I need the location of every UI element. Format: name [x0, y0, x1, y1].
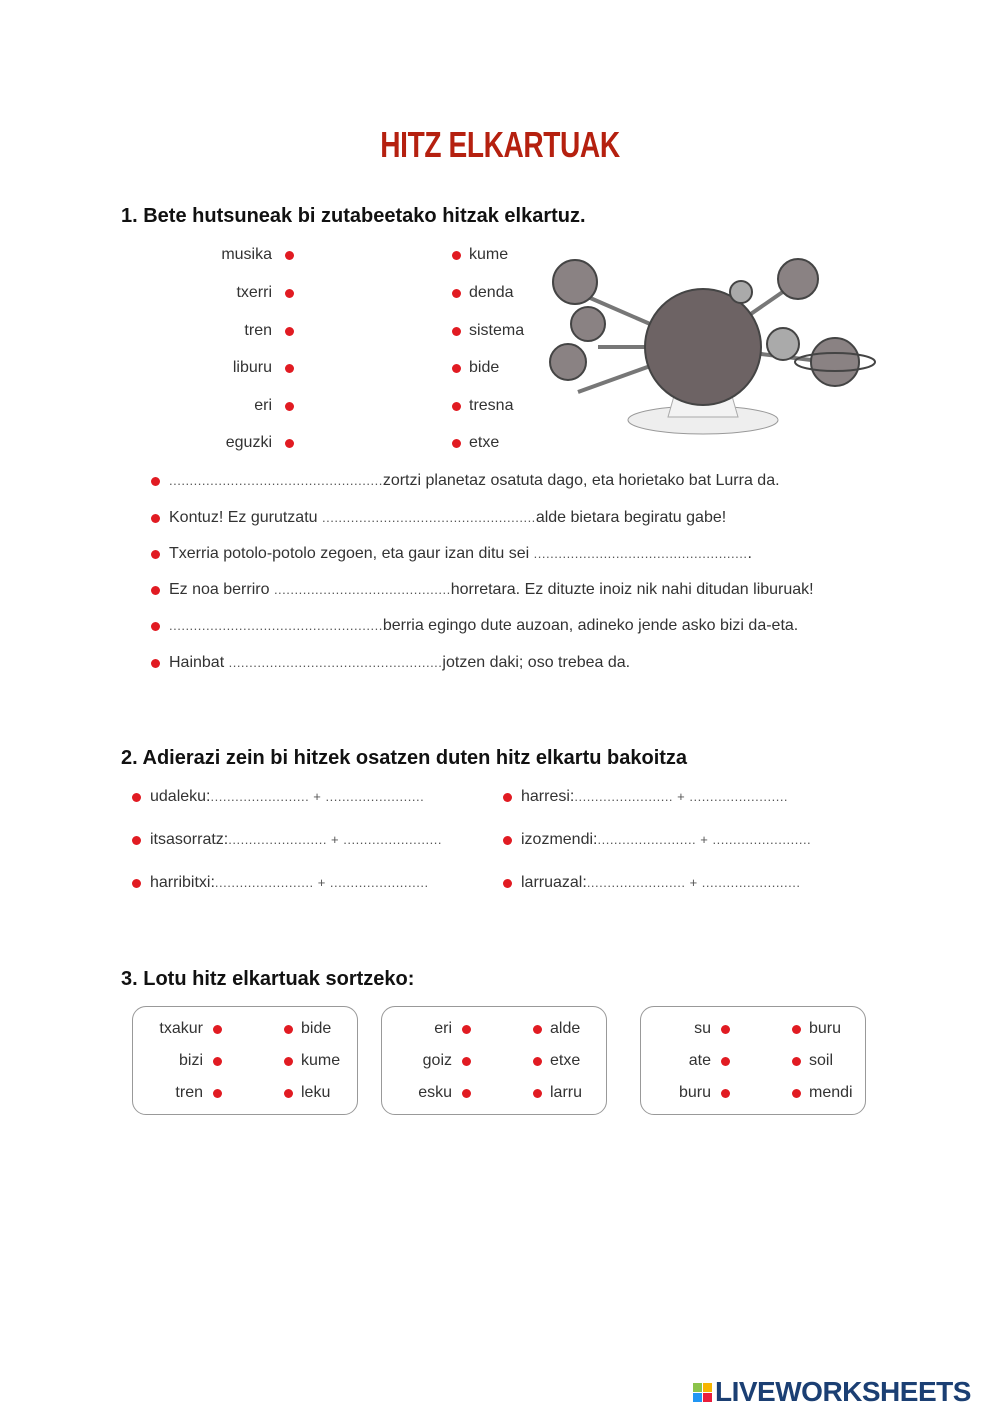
left-word: eri	[254, 397, 272, 414]
bullet-icon	[151, 659, 160, 668]
left-match-dot[interactable]	[213, 1057, 222, 1066]
right-word: mendi	[809, 1084, 853, 1101]
left-word: txerri	[236, 284, 272, 301]
right-word: soil	[809, 1052, 834, 1069]
left-word: esku	[418, 1084, 452, 1101]
right-match-dot[interactable]	[452, 251, 461, 260]
compound-word: itsasorratz:	[150, 831, 229, 848]
left-match-dot[interactable]	[285, 439, 294, 448]
answer-blank[interactable]: ....................................................	[169, 473, 383, 488]
compound-word: larruazal:	[521, 874, 587, 891]
sentence-suffix: zortzi planetaz osatuta dago, eta horietako bat Lurra da.	[382, 472, 780, 489]
sentence-prefix: Hainbat	[169, 654, 229, 671]
answer-blank[interactable]: ........................ + ........................	[228, 832, 442, 847]
left-match-dot[interactable]	[462, 1057, 471, 1066]
sentence	[169, 580, 814, 600]
sentence-suffix: .	[747, 545, 752, 562]
right-word: kume	[469, 246, 509, 263]
page-title: HITZ ELKARTUAK	[380, 124, 620, 165]
left-word: eguzki	[225, 434, 272, 451]
compound-item	[521, 873, 801, 893]
answer-blank[interactable]: ........................ + ........................	[574, 789, 789, 804]
answer-blank[interactable]: ...........................................	[273, 582, 451, 597]
compound-word: harresi:	[521, 788, 575, 805]
left-match-dot[interactable]	[721, 1089, 730, 1098]
left-word: ate	[688, 1052, 711, 1069]
left-match-dot[interactable]	[462, 1089, 471, 1098]
right-word: bide	[469, 359, 500, 376]
sentence-suffix: alde bietara begiratu gabe!	[535, 509, 727, 526]
section1-heading: 1. Bete hutsuneak bi zutabeetako hitzak elkartuz.	[121, 205, 586, 227]
right-match-dot[interactable]	[452, 439, 461, 448]
left-word: txakur	[159, 1020, 203, 1037]
right-match-dot[interactable]	[452, 327, 461, 336]
left-match-dot[interactable]	[285, 327, 294, 336]
logo-text: LIVEWORKSHEETS	[715, 1376, 971, 1407]
compound-item	[150, 830, 442, 850]
compound-word: izozmendi:	[521, 831, 598, 848]
answer-blank[interactable]: ........................ + ........................	[586, 875, 801, 890]
answer-blank[interactable]: ........................ + ........................	[597, 832, 812, 847]
right-match-dot[interactable]	[533, 1089, 542, 1098]
compound-word: harribitxi:	[150, 874, 215, 891]
right-word: denda	[469, 284, 514, 301]
bullet-icon	[151, 477, 160, 486]
right-word: alde	[550, 1020, 581, 1037]
left-match-dot[interactable]	[213, 1025, 222, 1034]
compound-word: udaleku:	[150, 788, 211, 805]
bullet-icon	[151, 586, 160, 595]
left-word: buru	[678, 1084, 711, 1101]
section3-heading: 3. Lotu hitz elkartuak sortzeko:	[121, 968, 415, 990]
answer-blank[interactable]: ........................ + ........................	[210, 789, 425, 804]
bullet-icon	[151, 514, 160, 523]
left-word: tren	[175, 1084, 203, 1101]
left-word: tren	[244, 322, 272, 339]
sentence	[169, 616, 798, 636]
liveworksheets-logo	[693, 1376, 971, 1408]
right-word: etxe	[550, 1052, 581, 1069]
left-match-dot[interactable]	[721, 1057, 730, 1066]
right-word: buru	[809, 1020, 842, 1037]
solar-system-model-image	[538, 252, 878, 444]
bullet-icon	[503, 879, 512, 888]
right-word: etxe	[469, 434, 500, 451]
compound-item	[521, 830, 811, 850]
right-match-dot[interactable]	[792, 1025, 801, 1034]
left-match-dot[interactable]	[285, 402, 294, 411]
sentence-suffix: berria egingo dute auzoan, adineko jende asko bizi da-eta.	[382, 617, 799, 634]
sentence-suffix: horretara. Ez dituzte inoiz nik nahi ditudan liburuak!	[450, 581, 814, 598]
sentence-prefix: Kontuz! Ez gurutzatu	[169, 509, 322, 526]
compound-item	[150, 873, 429, 893]
right-word: sistema	[469, 322, 525, 339]
left-word: goiz	[422, 1052, 452, 1069]
answer-blank[interactable]: ....................................................	[228, 655, 443, 670]
section2-heading: 2. Adierazi zein bi hitzek osatzen duten hitz elkartu bakoitza	[121, 747, 688, 769]
sentence-prefix: Txerria potolo-potolo zegoen, eta gaur izan ditu sei	[169, 545, 534, 562]
answer-blank[interactable]: ........................ + ........................	[214, 875, 429, 890]
sentence-suffix: jotzen daki; oso trebea da.	[442, 654, 631, 671]
right-match-dot[interactable]	[452, 364, 461, 373]
answer-blank[interactable]: ....................................................	[533, 546, 748, 561]
right-match-dot[interactable]	[284, 1025, 293, 1034]
left-word: bizi	[178, 1052, 203, 1069]
compound-item	[521, 787, 788, 807]
right-match-dot[interactable]	[452, 402, 461, 411]
right-word: leku	[301, 1084, 331, 1101]
bullet-icon	[151, 550, 160, 559]
sentence	[169, 508, 726, 528]
right-word: bide	[301, 1020, 332, 1037]
bullet-icon	[151, 622, 160, 631]
left-match-dot[interactable]	[721, 1025, 730, 1034]
right-match-dot[interactable]	[533, 1025, 542, 1034]
bullet-icon	[132, 879, 141, 888]
right-match-dot[interactable]	[792, 1057, 801, 1066]
right-word: tresna	[469, 397, 514, 414]
right-word: kume	[301, 1052, 341, 1069]
bullet-icon	[503, 836, 512, 845]
bullet-icon	[503, 793, 512, 802]
right-match-dot[interactable]	[792, 1089, 801, 1098]
sentence	[169, 653, 630, 673]
left-match-dot[interactable]	[285, 289, 294, 298]
sentence-prefix: Ez noa berriro	[169, 581, 274, 598]
right-match-dot[interactable]	[452, 289, 461, 298]
answer-blank[interactable]: ....................................................	[321, 510, 536, 525]
left-word: liburu	[232, 359, 272, 376]
left-match-dot[interactable]	[285, 251, 294, 260]
matching-box	[381, 1006, 607, 1115]
matching-box	[640, 1006, 866, 1115]
bullet-icon	[132, 793, 141, 802]
compound-item	[150, 787, 424, 807]
right-match-dot[interactable]	[284, 1089, 293, 1098]
left-match-dot[interactable]	[462, 1025, 471, 1034]
left-word: eri	[434, 1020, 452, 1037]
bullet-icon	[132, 836, 141, 845]
sentence	[169, 471, 780, 491]
matching-box	[132, 1006, 358, 1115]
left-word: musika	[221, 246, 272, 263]
right-match-dot[interactable]	[284, 1057, 293, 1066]
left-match-dot[interactable]	[285, 364, 294, 373]
answer-blank[interactable]: ....................................................	[169, 618, 383, 633]
right-match-dot[interactable]	[533, 1057, 542, 1066]
sentence	[169, 544, 752, 564]
left-word: su	[694, 1020, 711, 1037]
right-word: larru	[550, 1084, 583, 1101]
left-match-dot[interactable]	[213, 1089, 222, 1098]
logo-badge-icon	[693, 1383, 712, 1402]
